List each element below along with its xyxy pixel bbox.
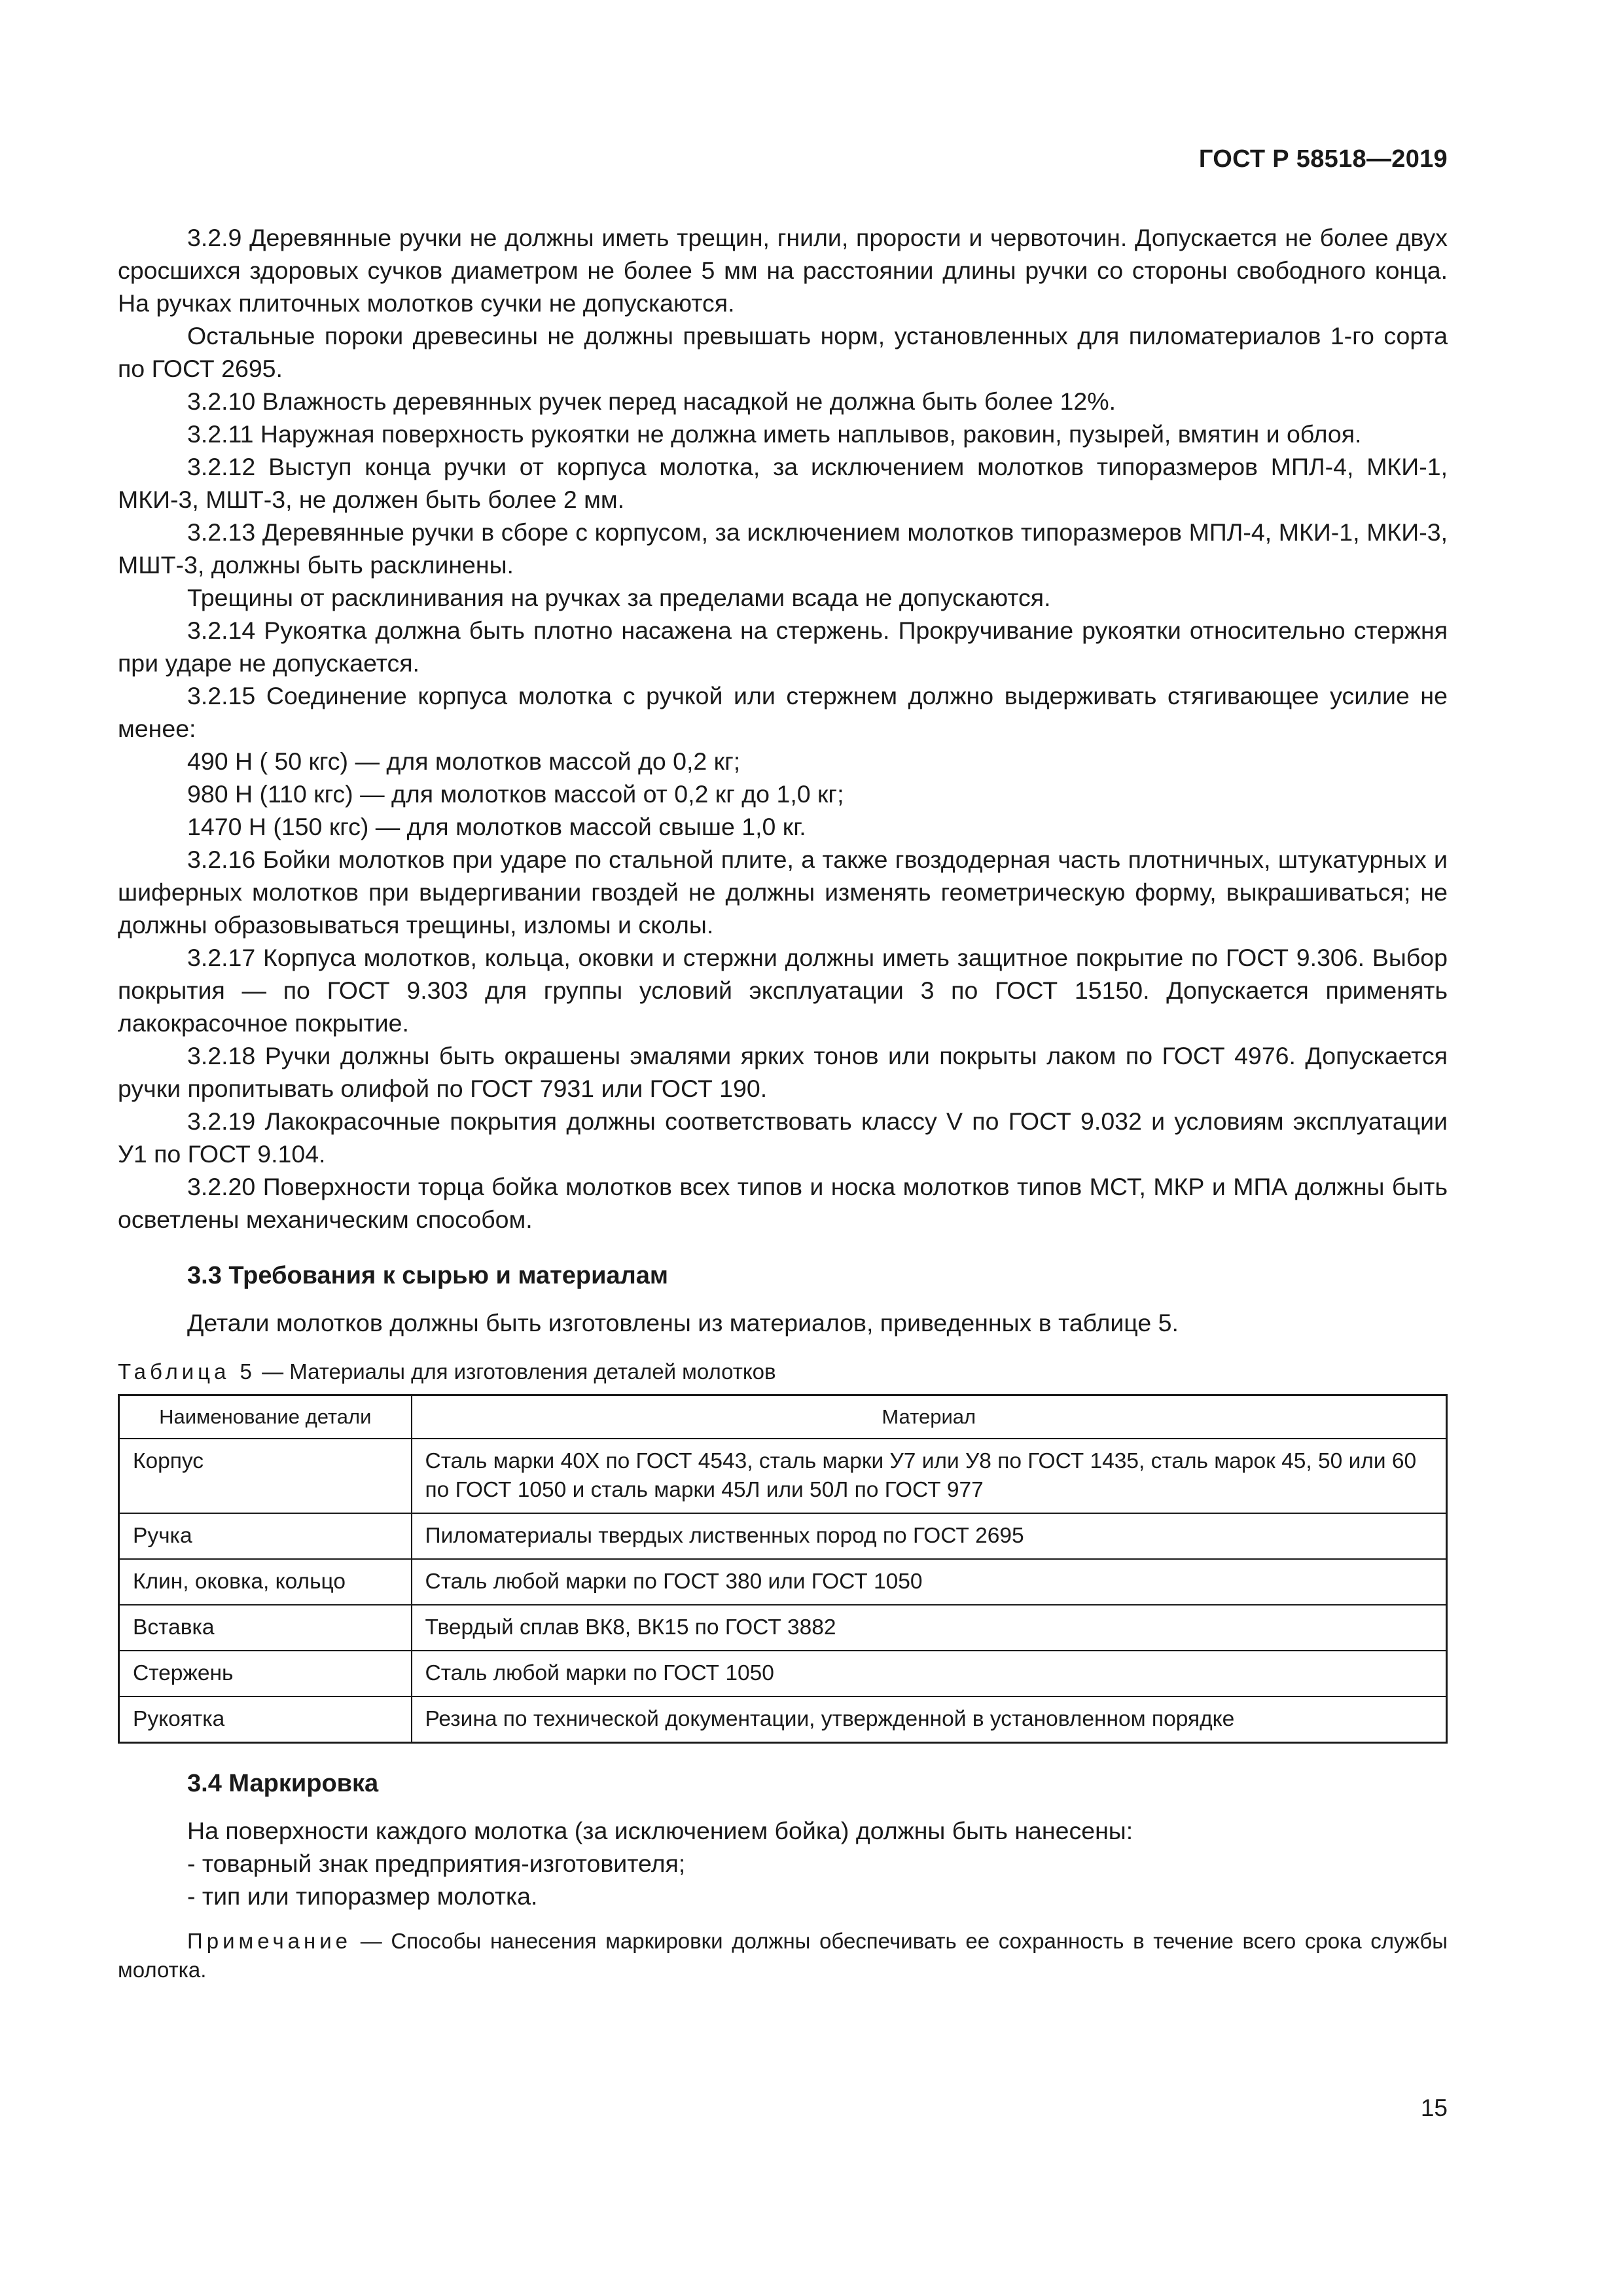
section-3-4-text: На поверхности каждого молотка (за исключением бойка) должны быть нанесены: — [187, 1817, 1133, 1844]
force-item-3: 1470 Н (150 кгс) — для молотков массой свыше 1,0 кг. — [187, 813, 806, 840]
table-caption-label: Таблица 5 — [118, 1359, 256, 1384]
note-text: — Способы нанесения маркировки должны обеспечивать ее сохранность в течение всего срока службы молотка. — [118, 1929, 1448, 1982]
table-header-row — [119, 1395, 1447, 1439]
table-row — [119, 1559, 1447, 1605]
paragraph-3-2-16: 3.2.16 Бойки молотков при ударе по стальной плите, а также гвоздодерная часть плотничных, штукатурных и шиферных молотков при выдергивании гвоздей не должны изменять геометрическую форму, выкрашиваться; не должны образовываться трещины, изломы и сколы. — [118, 846, 1448, 939]
paragraph-3-2-17: 3.2.17 Корпуса молотков, кольца, оковки и стержни должны иметь защитное покрытие по ГОСТ 9.306. Выбор покрытия — по ГОСТ 9.303 для группы условий эксплуатации 3 по ГОСТ 15150. Допускается применять лакокрасочное покрытие. — [118, 944, 1448, 1037]
table-row — [119, 1439, 1447, 1513]
list-item: - тип или типоразмер молотка. — [187, 1882, 538, 1910]
paragraph-3-2-15: 3.2.15 Соединение корпуса молотка с ручкой или стержнем должно выдерживать стягивающее усилие не менее: — [118, 682, 1448, 742]
table-cell-part: Стержень — [119, 1651, 412, 1696]
note-label: Примечание — [187, 1929, 352, 1953]
document-header: ГОСТ Р 58518—2019 — [1198, 145, 1448, 173]
table-row — [119, 1696, 1447, 1743]
table-cell-material: Сталь марки 40Х по ГОСТ 4543, сталь марки У7 или У8 по ГОСТ 1435, сталь марок 45, 50 или 60 по ГОСТ 1050 и сталь марки 45Л или 50Л по ГОСТ 977 — [412, 1439, 1447, 1513]
table-caption — [118, 1357, 1448, 1386]
force-item-2: 980 Н (110 кгс) — для молотков массой от 0,2 кг до 1,0 кг; — [187, 780, 844, 808]
document-body — [118, 221, 1448, 1984]
materials-table — [118, 1394, 1448, 1744]
marking-list — [118, 1847, 1448, 1912]
table-cell-part: Рукоятка — [119, 1696, 412, 1743]
note — [118, 1927, 1448, 1984]
table-cell-part: Вставка — [119, 1605, 412, 1651]
paragraph-3-2-11: 3.2.11 Наружная поверхность рукоятки не должна иметь наплывов, раковин, пузырей, вмятин и облоя. — [187, 420, 1362, 448]
table-cell-material: Резина по технической документации, утвержденной в установленном порядке — [412, 1696, 1447, 1743]
table-row — [119, 1605, 1447, 1651]
table-cell-material: Сталь любой марки по ГОСТ 1050 — [412, 1651, 1447, 1696]
page-number: 15 — [1420, 2094, 1448, 2121]
table-header-part: Наименование детали — [119, 1395, 412, 1439]
paragraph-3-2-19: 3.2.19 Лакокрасочные покрытия должны соответствовать классу V по ГОСТ 9.032 и условиям эксплуатации У1 по ГОСТ 9.104. — [118, 1107, 1448, 1168]
paragraph-3-2-10: 3.2.10 Влажность деревянных ручек перед насадкой не должна быть более 12%. — [187, 387, 1116, 415]
section-heading-3-4: 3.4 Маркировка — [187, 1770, 379, 1797]
paragraph-cracks: Трещины от расклинивания на ручках за пределами всада не допускаются. — [187, 584, 1051, 611]
force-item-1: 490 Н ( 50 кгс) — для молотков массой до 0,2 кг; — [187, 747, 741, 775]
paragraph-3-2-20: 3.2.20 Поверхности торца бойка молотков всех типов и носка молотков типов МСТ, МКР и МПА должны быть осветлены механическим способом. — [118, 1173, 1448, 1233]
paragraph-3-2-14: 3.2.14 Рукоятка должна быть плотно насажена на стержень. Прокручивание рукоятки относительно стержня при ударе не допускается. — [118, 617, 1448, 677]
paragraph-defects: Остальные пороки древесины не должны превышать норм, установленных для пиломатериалов 1-го сорта по ГОСТ 2695. — [118, 322, 1448, 382]
section-heading-3-3: 3.3 Требования к сырью и материалам — [187, 1262, 668, 1289]
table-cell-part: Корпус — [119, 1439, 412, 1513]
table-row — [119, 1651, 1447, 1696]
table-cell-part: Ручка — [119, 1513, 412, 1559]
table-cell-part: Клин, оковка, кольцо — [119, 1559, 412, 1605]
table-cell-material: Пиломатериалы твердых лиственных пород по ГОСТ 2695 — [412, 1513, 1447, 1559]
paragraph-3-2-12: 3.2.12 Выступ конца ручки от корпуса молотка, за исключением молотков типоразмеров МПЛ-4, МКИ-1, МКИ-3, МШТ-3, не должен быть более 2 мм. — [118, 453, 1448, 513]
section-3-3-text: Детали молотков должны быть изготовлены из материалов, приведенных в таблице 5. — [187, 1309, 1179, 1336]
paragraph-3-2-18: 3.2.18 Ручки должны быть окрашены эмалями ярких тонов или покрыты лаком по ГОСТ 4976. Допускается ручки пропитывать олифой по ГОСТ 7931 или ГОСТ 190. — [118, 1042, 1448, 1102]
list-item: - товарный знак предприятия-изготовителя; — [187, 1850, 686, 1877]
paragraph-3-2-9: 3.2.9 Деревянные ручки не должны иметь трещин, гнили, прорости и червоточин. Допускается не более двух сросшихся здоровых сучков диаметром не более 5 мм на расстоянии длины ручки со стороны свободного конца. На ручках плиточных молотков сучки не допускаются. — [118, 224, 1448, 317]
table-header-material: Материал — [412, 1395, 1447, 1439]
table-caption-text: — Материалы для изготовления деталей молотков — [255, 1359, 776, 1384]
table-row — [119, 1513, 1447, 1559]
table-cell-material: Сталь любой марки по ГОСТ 380 или ГОСТ 1050 — [412, 1559, 1447, 1605]
table-cell-material: Твердый сплав ВК8, ВК15 по ГОСТ 3882 — [412, 1605, 1447, 1651]
paragraph-3-2-13: 3.2.13 Деревянные ручки в сборе с корпусом, за исключением молотков типоразмеров МПЛ-4, МКИ-1, МКИ-3, МШТ-3, должны быть расклинены. — [118, 518, 1448, 579]
